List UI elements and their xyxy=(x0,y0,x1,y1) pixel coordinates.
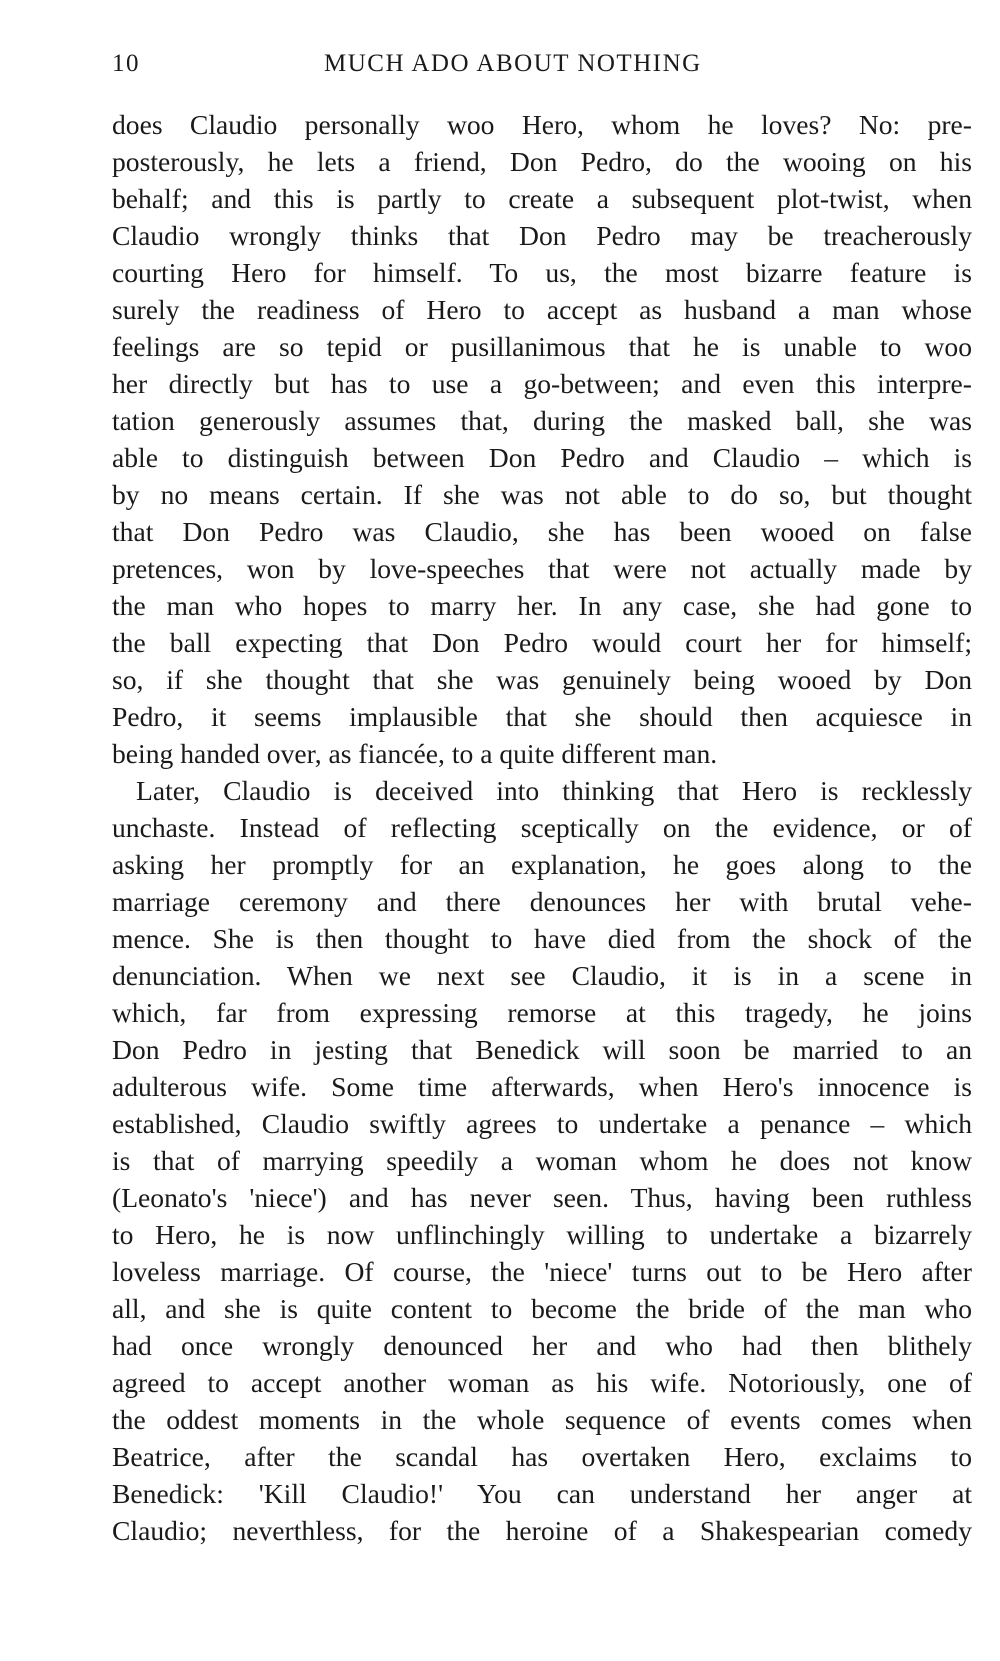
text-line: established, Claudio swiftly agrees to undertake a penance – which xyxy=(112,1108,972,1139)
running-head xyxy=(112,50,972,90)
text-line: which, far from expressing remorse at this tragedy, he joins xyxy=(112,997,972,1028)
text-line: feelings are so tepid or pusillanimous that he is unable to woo xyxy=(112,331,972,362)
text-line: courting Hero for himself. To us, the most bizarre feature is xyxy=(112,257,972,288)
body-text xyxy=(112,106,972,1549)
text-line: unchaste. Instead of reflecting sceptically on the evidence, or of xyxy=(112,812,972,843)
text-line: by no means certain. If she was not able to do so, but thought xyxy=(112,479,972,510)
text-line-paragraph-start: Later, Claudio is deceived into thinking that Hero is recklessly xyxy=(136,775,972,806)
text-line: so, if she thought that she was genuinely being wooed by Don xyxy=(112,664,972,695)
text-line: mence. She is then thought to have died from the shock of the xyxy=(112,923,972,954)
running-title: MUCH ADO ABOUT NOTHING xyxy=(324,50,702,77)
text-line: is that of marrying speedily a woman whom he does not know xyxy=(112,1145,972,1176)
text-line: marriage ceremony and there denounces her with brutal vehe- xyxy=(112,886,972,917)
text-line: to Hero, he is now unflinchingly willing to undertake a bizarrely xyxy=(112,1219,972,1250)
text-line: had once wrongly denounced her and who had then blithely xyxy=(112,1330,972,1361)
text-line: posterously, he lets a friend, Don Pedro, do the wooing on his xyxy=(112,146,972,177)
text-line: denunciation. When we next see Claudio, it is in a scene in xyxy=(112,960,972,991)
page-number: 10 xyxy=(112,50,140,77)
text-line: (Leonato's 'niece') and has never seen. Thus, having been ruthless xyxy=(112,1182,972,1213)
text-line: the man who hopes to marry her. In any case, she had gone to xyxy=(112,590,972,621)
text-line: agreed to accept another woman as his wife. Notoriously, one of xyxy=(112,1367,972,1398)
text-line: the ball expecting that Don Pedro would court her for himself; xyxy=(112,627,972,658)
text-line: tation generously assumes that, during the masked ball, she was xyxy=(112,405,972,436)
text-line: loveless marriage. Of course, the 'niece' turns out to be Hero after xyxy=(112,1256,972,1287)
text-line: asking her promptly for an explanation, he goes along to the xyxy=(112,849,972,880)
text-line-paragraph-end: being handed over, as fiancée, to a quite different man. xyxy=(112,738,718,769)
text-line: the oddest moments in the whole sequence of events comes when xyxy=(112,1404,972,1435)
text-line: Don Pedro in jesting that Benedick will soon be married to an xyxy=(112,1034,972,1065)
text-line: that Don Pedro was Claudio, she has been wooed on false xyxy=(112,516,972,547)
text-line: Beatrice, after the scandal has overtaken Hero, exclaims to xyxy=(112,1441,972,1472)
text-line: Benedick: 'Kill Claudio!' You can understand her anger at xyxy=(112,1478,972,1509)
text-line: pretences, won by love-speeches that were not actually made by xyxy=(112,553,972,584)
text-line: Pedro, it seems implausible that she should then acquiesce in xyxy=(112,701,972,732)
text-line: able to distinguish between Don Pedro and Claudio – which is xyxy=(112,442,972,473)
text-line: her directly but has to use a go-between; and even this interpre- xyxy=(112,368,972,399)
text-line: Claudio wrongly thinks that Don Pedro may be treacherously xyxy=(112,220,972,251)
text-line: surely the readiness of Hero to accept as husband a man whose xyxy=(112,294,972,325)
text-line: adulterous wife. Some time afterwards, when Hero's innocence is xyxy=(112,1071,972,1102)
text-line: behalf; and this is partly to create a subsequent plot-twist, when xyxy=(112,183,972,214)
text-line: does Claudio personally woo Hero, whom he loves? No: pre- xyxy=(112,109,972,140)
text-line: all, and she is quite content to become the bride of the man who xyxy=(112,1293,972,1324)
text-line: Claudio; neverthless, for the heroine of a Shakespearian comedy xyxy=(112,1515,972,1546)
